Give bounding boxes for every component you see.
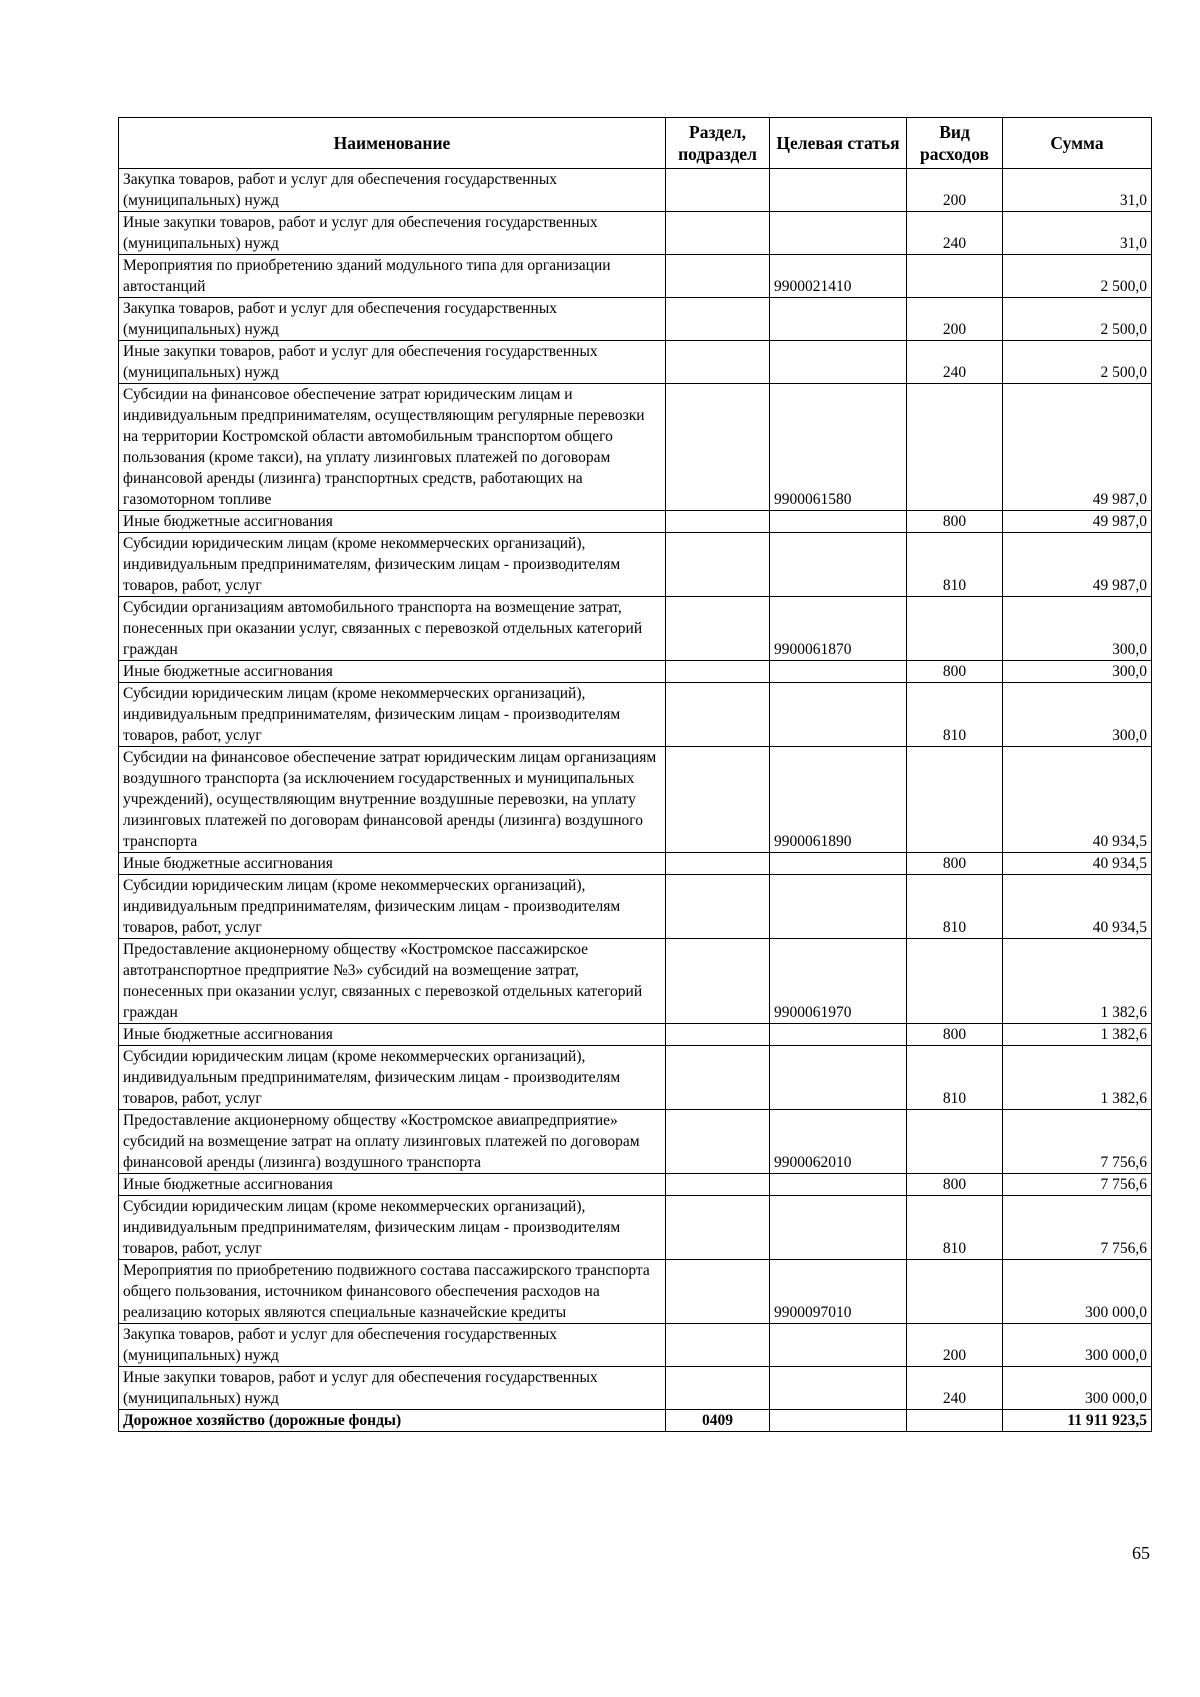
cell-kind: 240 [907, 212, 1003, 255]
cell-sum: 2 500,0 [1003, 255, 1152, 298]
table-row [119, 1324, 1152, 1367]
cell-name: Иные бюджетные ассигнования [119, 661, 666, 683]
cell-target [770, 1024, 907, 1046]
cell-target [770, 1324, 907, 1367]
cell-target [770, 1410, 907, 1432]
cell-kind [907, 939, 1003, 1024]
cell-name: Субсидии юридическим лицам (кроме некоммерческих организаций), индивидуальным предпринимателям, физическим лицам - производителям товаров, работ, услуг [119, 1046, 666, 1110]
header-sum: Сумма [1003, 118, 1152, 169]
cell-kind [907, 384, 1003, 511]
cell-sum: 7 756,6 [1003, 1196, 1152, 1260]
cell-name: Мероприятия по приобретению зданий модульного типа для организации автостанций [119, 255, 666, 298]
cell-kind [907, 1110, 1003, 1174]
cell-kind [907, 747, 1003, 853]
cell-section [666, 533, 770, 597]
cell-target: 9900021410 [770, 255, 907, 298]
cell-sum: 300,0 [1003, 597, 1152, 661]
cell-sum: 300 000,0 [1003, 1367, 1152, 1410]
cell-section [666, 661, 770, 683]
cell-target [770, 341, 907, 384]
cell-section [666, 747, 770, 853]
cell-section [666, 597, 770, 661]
cell-name: Иные бюджетные ассигнования [119, 511, 666, 533]
cell-section [666, 875, 770, 939]
cell-sum: 300 000,0 [1003, 1324, 1152, 1367]
cell-name: Иные бюджетные ассигнования [119, 1024, 666, 1046]
table-row [119, 875, 1152, 939]
cell-section [666, 511, 770, 533]
table-row [119, 169, 1152, 212]
cell-section [666, 683, 770, 747]
budget-table [118, 117, 1152, 1432]
table-row [119, 511, 1152, 533]
table-row [119, 298, 1152, 341]
cell-name: Иные бюджетные ассигнования [119, 1174, 666, 1196]
table-row [119, 683, 1152, 747]
cell-section [666, 255, 770, 298]
cell-target [770, 875, 907, 939]
cell-sum: 40 934,5 [1003, 747, 1152, 853]
header-name: Наименование [119, 118, 666, 169]
cell-section [666, 1260, 770, 1324]
cell-kind: 800 [907, 511, 1003, 533]
cell-kind [907, 255, 1003, 298]
cell-kind [907, 597, 1003, 661]
cell-name: Дорожное хозяйство (дорожные фонды) [119, 1410, 666, 1432]
cell-name: Предоставление акционерному обществу «Костромское пассажирское автотранспортное предприятие №3» субсидий на возмещение затрат, понесенных при оказании услуг, связанных с перевозкой отдельных категорий граждан [119, 939, 666, 1024]
cell-section [666, 939, 770, 1024]
cell-target: 9900062010 [770, 1110, 907, 1174]
cell-sum: 49 987,0 [1003, 511, 1152, 533]
cell-kind: 800 [907, 661, 1003, 683]
cell-section [666, 1196, 770, 1260]
cell-name: Иные закупки товаров, работ и услуг для обеспечения государственных (муниципальных) нужд [119, 1367, 666, 1410]
cell-section [666, 1024, 770, 1046]
cell-section [666, 341, 770, 384]
cell-sum: 2 500,0 [1003, 341, 1152, 384]
cell-target [770, 511, 907, 533]
header-section: Раздел, подраздел [666, 118, 770, 169]
cell-name: Субсидии организациям автомобильного транспорта на возмещение затрат, понесенных при оказании услуг, связанных с перевозкой отдельных категорий граждан [119, 597, 666, 661]
cell-name: Иные закупки товаров, работ и услуг для обеспечения государственных (муниципальных) нужд [119, 341, 666, 384]
table-row [119, 1196, 1152, 1260]
table-row [119, 1174, 1152, 1196]
table-row [119, 1046, 1152, 1110]
cell-sum: 2 500,0 [1003, 298, 1152, 341]
cell-kind: 810 [907, 683, 1003, 747]
table-row [119, 853, 1152, 875]
cell-sum: 300 000,0 [1003, 1260, 1152, 1324]
cell-name: Субсидии юридическим лицам (кроме некоммерческих организаций), индивидуальным предпринимателям, физическим лицам - производителям товаров, работ, услуг [119, 683, 666, 747]
table-row [119, 597, 1152, 661]
cell-section [666, 1174, 770, 1196]
table-row [119, 533, 1152, 597]
cell-target: 9900061870 [770, 597, 907, 661]
cell-name: Закупка товаров, работ и услуг для обеспечения государственных (муниципальных) нужд [119, 298, 666, 341]
page-number: 65 [1132, 1543, 1150, 1563]
cell-target [770, 683, 907, 747]
cell-sum: 7 756,6 [1003, 1174, 1152, 1196]
table-header [119, 118, 1152, 169]
cell-section [666, 1110, 770, 1174]
cell-kind: 810 [907, 1046, 1003, 1110]
cell-target [770, 853, 907, 875]
table-row [119, 384, 1152, 511]
cell-sum: 49 987,0 [1003, 384, 1152, 511]
cell-target [770, 1367, 907, 1410]
cell-target: 9900061890 [770, 747, 907, 853]
cell-kind: 240 [907, 341, 1003, 384]
cell-section [666, 1367, 770, 1410]
cell-name: Субсидии юридическим лицам (кроме некоммерческих организаций), индивидуальным предпринимателям, физическим лицам - производителям товаров, работ, услуг [119, 875, 666, 939]
cell-sum: 7 756,6 [1003, 1110, 1152, 1174]
cell-section [666, 1324, 770, 1367]
cell-kind: 800 [907, 853, 1003, 875]
cell-kind: 800 [907, 1174, 1003, 1196]
cell-kind: 810 [907, 533, 1003, 597]
cell-section: 0409 [666, 1410, 770, 1432]
table-row [119, 1110, 1152, 1174]
cell-target [770, 1196, 907, 1260]
cell-section [666, 853, 770, 875]
cell-kind: 200 [907, 298, 1003, 341]
header-row [119, 118, 1152, 169]
table-row [119, 1260, 1152, 1324]
cell-kind: 240 [907, 1367, 1003, 1410]
table-row [119, 747, 1152, 853]
table-row [119, 1367, 1152, 1410]
cell-sum: 1 382,6 [1003, 1024, 1152, 1046]
cell-name: Закупка товаров, работ и услуг для обеспечения государственных (муниципальных) нужд [119, 169, 666, 212]
cell-kind [907, 1410, 1003, 1432]
cell-sum: 49 987,0 [1003, 533, 1152, 597]
table-row [119, 255, 1152, 298]
cell-target [770, 661, 907, 683]
cell-kind: 800 [907, 1024, 1003, 1046]
cell-section [666, 169, 770, 212]
cell-target: 9900061970 [770, 939, 907, 1024]
cell-sum: 40 934,5 [1003, 853, 1152, 875]
cell-sum: 1 382,6 [1003, 1046, 1152, 1110]
table-body [119, 169, 1152, 1432]
table-row [119, 212, 1152, 255]
cell-target [770, 1174, 907, 1196]
cell-sum: 31,0 [1003, 212, 1152, 255]
header-kind: Вид расходов [907, 118, 1003, 169]
cell-target [770, 1046, 907, 1110]
cell-name: Иные закупки товаров, работ и услуг для обеспечения государственных (муниципальных) нужд [119, 212, 666, 255]
cell-name: Субсидии юридическим лицам (кроме некоммерческих организаций), индивидуальным предпринимателям, физическим лицам - производителям товаров, работ, услуг [119, 533, 666, 597]
table-row [119, 1024, 1152, 1046]
table-row [119, 341, 1152, 384]
cell-sum: 1 382,6 [1003, 939, 1152, 1024]
cell-sum: 300,0 [1003, 683, 1152, 747]
cell-name: Мероприятия по приобретению подвижного состава пассажирского транспорта общего пользования, источником финансового обеспечения расходов на реализацию которых являются специальные казначейские кредиты [119, 1260, 666, 1324]
cell-name: Иные бюджетные ассигнования [119, 853, 666, 875]
cell-section [666, 298, 770, 341]
table-row [119, 939, 1152, 1024]
cell-name: Субсидии на финансовое обеспечение затрат юридическим лицам организациям воздушного транспорта (за исключением государственных и муниципальных учреждений), осуществляющим внутренние воздушные перевозки, на уплату лизинговых платежей по договорам финансовой аренды (лизинга) воздушного транспорта [119, 747, 666, 853]
cell-sum: 31,0 [1003, 169, 1152, 212]
cell-target [770, 298, 907, 341]
table-row [119, 661, 1152, 683]
cell-target [770, 169, 907, 212]
cell-target: 9900097010 [770, 1260, 907, 1324]
cell-section [666, 384, 770, 511]
cell-section [666, 212, 770, 255]
header-target: Целевая статья [770, 118, 907, 169]
cell-kind: 200 [907, 169, 1003, 212]
cell-name: Закупка товаров, работ и услуг для обеспечения государственных (муниципальных) нужд [119, 1324, 666, 1367]
cell-sum: 11 911 923,5 [1003, 1410, 1152, 1432]
cell-target [770, 212, 907, 255]
cell-target [770, 533, 907, 597]
cell-name: Субсидии юридическим лицам (кроме некоммерческих организаций), индивидуальным предпринимателям, физическим лицам - производителям товаров, работ, услуг [119, 1196, 666, 1260]
cell-target: 9900061580 [770, 384, 907, 511]
cell-name: Субсидии на финансовое обеспечение затрат юридическим лицам и индивидуальным предпринимателям, осуществляющим регулярные перевозки на территории Костромской области автомобильным транспортом общего пользования (кроме такси), на уплату лизинговых платежей по договорам финансовой аренды (лизинга) транспортных средств, работающих на газомоторном топливе [119, 384, 666, 511]
cell-kind: 810 [907, 1196, 1003, 1260]
cell-sum: 40 934,5 [1003, 875, 1152, 939]
table-row [119, 1410, 1152, 1432]
cell-section [666, 1046, 770, 1110]
cell-name: Предоставление акционерному обществу «Костромское авиапредприятие» субсидий на возмещение затрат на оплату лизинговых платежей по договорам финансовой аренды (лизинга) воздушного транспорта [119, 1110, 666, 1174]
cell-kind: 810 [907, 875, 1003, 939]
cell-kind [907, 1260, 1003, 1324]
cell-sum: 300,0 [1003, 661, 1152, 683]
cell-kind: 200 [907, 1324, 1003, 1367]
